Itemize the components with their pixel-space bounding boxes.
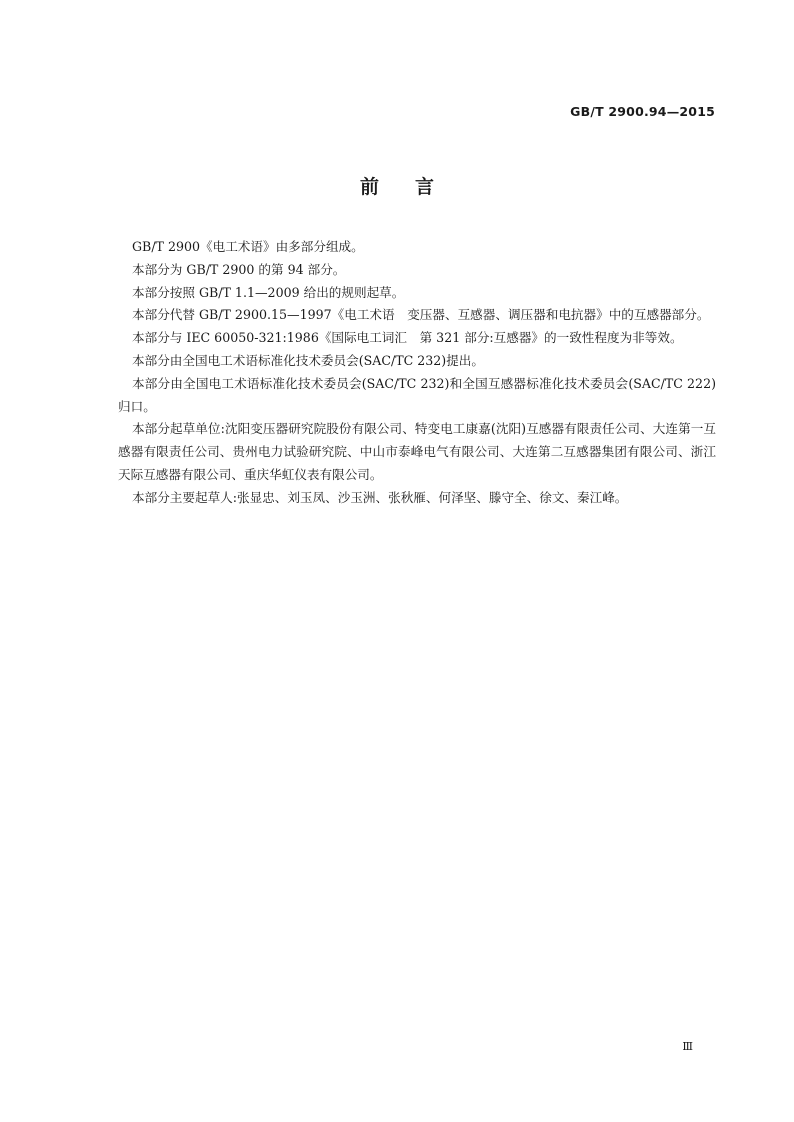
foreword-body: [118, 236, 716, 510]
paragraph: 本部分由全国电工术语标准化技术委员会(SAC/TC 232)提出。: [132, 352, 484, 368]
paragraph: 本部分由全国电工术语标准化技术委员会(SAC/TC 232)和全国互感器标准化技术委员会(SAC/TC 222)归口。: [118, 375, 716, 414]
page-title: 前言: [359, 176, 470, 198]
standard-code: GB/T 2900.94—2015: [570, 104, 715, 119]
paragraph: GB/T 2900《电工术语》由多部分组成。: [132, 239, 364, 254]
paragraph: 本部分与 IEC 60050-321:1986《国际电工词汇 第 321 部分:互感器》的一致性程度为非等效。: [132, 330, 683, 346]
paragraph: 本部分按照 GB/T 1.1—2009 给出的规则起草。: [132, 284, 405, 300]
page-number: Ⅲ: [682, 1040, 693, 1053]
paragraph: 本部分代替 GB/T 2900.15—1997《电工术语 变压器、互感器、调压器和电抗器》中的互感器部分。: [132, 307, 710, 323]
paragraph: 本部分为 GB/T 2900 的第 94 部分。: [132, 261, 346, 277]
paragraph: 本部分主要起草人:张显忠、刘玉凤、沙玉洲、张秋雁、何泽坚、滕守全、徐文、秦江峰。: [132, 489, 628, 505]
paragraph: 本部分起草单位:沈阳变压器研究院股份有限公司、特变电工康嘉(沈阳)互感器有限责任公司、大连第一互感器有限责任公司、贵州电力试验研究院、中山市泰峰电气有限公司、大连第二互感器集团有限公司、浙江天际互感器有限公司、重庆华虹仪表有限公司。: [118, 421, 716, 482]
